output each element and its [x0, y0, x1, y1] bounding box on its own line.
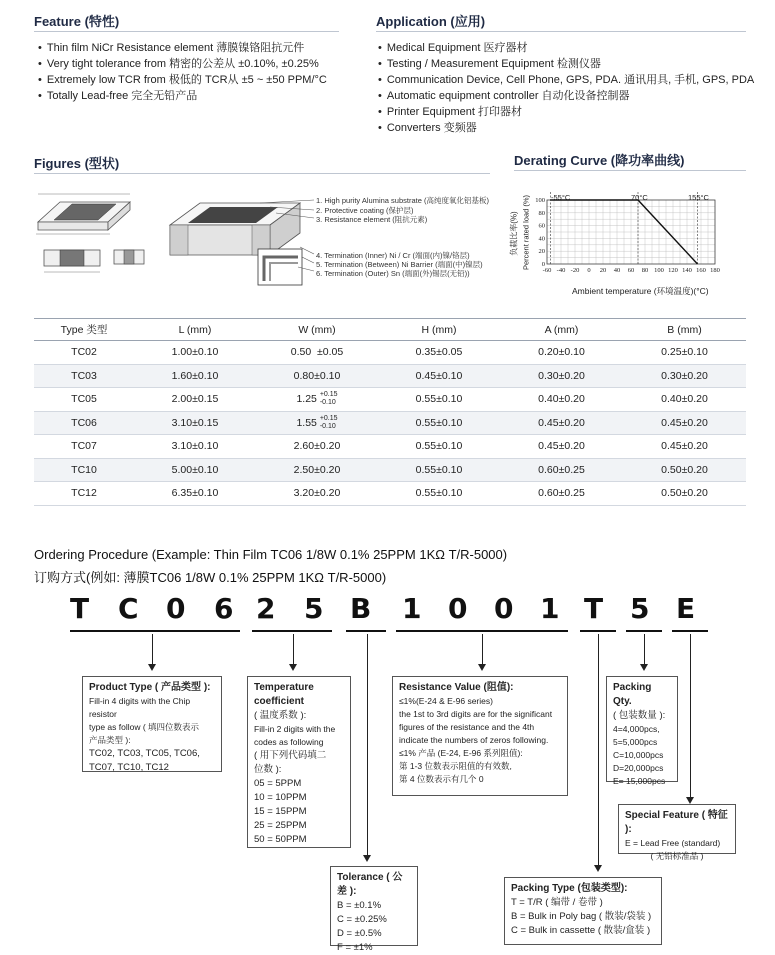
box-heading: Resistance Value (阻值): — [399, 682, 514, 693]
cell-b: 0.45±0.20 — [623, 411, 746, 435]
connector-arrow — [289, 664, 297, 671]
code-character: 6 — [214, 592, 234, 625]
connector-arrow — [640, 664, 648, 671]
tol-plus: +0.15 — [319, 391, 338, 399]
packing-type-box — [504, 877, 662, 945]
figure-note: 6. Termination (Outer) Sn (端面(外)锡层(无铅)) — [316, 269, 470, 278]
code-character: T — [70, 592, 90, 625]
derating-marker-label: 155°C — [688, 193, 709, 202]
cell-h: 0.55±0.10 — [378, 435, 500, 459]
box-line: 位数 ): — [254, 764, 282, 775]
cell-l: 5.00±0.10 — [134, 458, 256, 482]
box-heading: Packing Qty. — [613, 682, 652, 707]
connector-arrow — [148, 664, 156, 671]
product-type-box — [82, 676, 222, 772]
box-line: codes as following — [254, 737, 324, 747]
box-line: T = T/R ( 编带 / 卷带 ) — [511, 897, 603, 908]
application-title: Application (应用) — [376, 14, 486, 29]
box-heading: Special Feature ( 特征 ): — [625, 810, 728, 835]
code-character: C — [118, 592, 139, 625]
box-line: 05 = 5PPM — [254, 778, 302, 789]
x-tick-label: 140 — [682, 267, 692, 274]
chip-bottom-view — [44, 250, 144, 272]
x-tick-label: -60 — [542, 267, 552, 274]
cell-type: TC12 — [34, 482, 134, 506]
connector-line — [152, 634, 153, 664]
cell-h: 0.45±0.10 — [378, 364, 500, 388]
cell-b: 0.50±0.20 — [623, 458, 746, 482]
box-line: ( 包装数量 ): — [613, 710, 666, 721]
application-item: • Printer Equipment 打印器材 — [378, 104, 758, 120]
code-character: 1 — [402, 592, 422, 625]
chip-top-view — [36, 194, 130, 234]
box-line: C = Bulk in cassette ( 散装/盒装 ) — [511, 925, 651, 936]
code-character: B — [350, 592, 372, 625]
x-tick-label: 100 — [654, 267, 664, 274]
cell-h: 0.35±0.05 — [378, 341, 500, 365]
table-row — [34, 458, 746, 482]
code-character: T — [584, 592, 604, 625]
figures-rule — [34, 173, 490, 174]
connector-arrow — [686, 797, 694, 804]
x-tick-label: 0 — [587, 267, 591, 274]
code-character: 5 — [630, 592, 650, 625]
box-heading: Temperature coefficient — [254, 682, 314, 707]
application-rule — [376, 31, 746, 32]
x-tick-label: -20 — [570, 267, 580, 274]
box-line: 10 = 10PPM — [254, 792, 307, 803]
code-character: 0 — [494, 592, 514, 625]
box-line: ( 无铅标准品 ) — [650, 851, 704, 861]
derating-marker-label: -55°C — [551, 193, 571, 202]
application-item: • Testing / Measurement Equipment 检测仪器 — [378, 56, 758, 72]
cell-type: TC05 — [34, 388, 134, 412]
column-header: H (mm) — [378, 319, 500, 341]
box-line: type as follow ( 填四位数表示 — [89, 722, 200, 732]
cell-b: 0.30±0.20 — [623, 364, 746, 388]
box-line: TC02, TC03, TC05, TC06, — [89, 748, 200, 759]
cell-a: 0.40±0.20 — [500, 388, 623, 412]
table-row — [34, 435, 746, 459]
column-header: A (mm) — [500, 319, 623, 341]
box-heading: Tolerance ( 公差 ): — [337, 872, 403, 897]
box-line: 5=5,000pcs — [613, 737, 658, 747]
cell-l: 2.00±0.15 — [134, 388, 256, 412]
cell-w: 2.50±0.20 — [256, 458, 378, 482]
cell-b: 0.40±0.20 — [623, 388, 746, 412]
box-line: 25 = 25PPM — [254, 820, 307, 831]
derating-rule — [514, 170, 746, 171]
cell-a: 0.30±0.20 — [500, 364, 623, 388]
feature-item: • Totally Lead-free 完全无铅产品 — [38, 88, 348, 104]
x-tick-label: 160 — [696, 267, 706, 274]
connector-line — [482, 634, 483, 664]
cell-type: TC03 — [34, 364, 134, 388]
cell-type: TC02 — [34, 341, 134, 365]
cell-a: 0.45±0.20 — [500, 435, 623, 459]
box-line: 15 = 15PPM — [254, 806, 307, 817]
derating-ylabel-en: Percent rated load (%) — [521, 194, 531, 271]
connector-line — [644, 634, 645, 664]
feature-item: • Very tight tolerance from 精密的公差从 ±0.10%, ±0.25% — [38, 56, 348, 72]
box-line: 第 1-3 位数表示阻值的有效数, — [399, 761, 512, 771]
box-line: Fill-in 2 digits with the — [254, 724, 336, 734]
cell-h: 0.55±0.10 — [378, 458, 500, 482]
special-feature-box — [618, 804, 736, 861]
box-line: D = ±0.5% — [337, 928, 382, 939]
x-tick-label: 60 — [627, 267, 635, 274]
table-row — [34, 364, 746, 388]
feature-title: Feature (特性) — [34, 14, 120, 29]
table-row — [34, 482, 746, 506]
box-line: figures of the resistance and the 4th — [399, 722, 535, 732]
cell-h: 0.55±0.10 — [378, 482, 500, 506]
box-line: E = Lead Free (standard) — [625, 838, 721, 848]
code-group-underline — [70, 630, 240, 632]
box-line: the 1st to 3rd digits are for the significant — [399, 709, 553, 719]
connector-line — [367, 634, 368, 856]
cell-w-value: 1.55 — [296, 416, 317, 429]
figure-leader-lines — [240, 195, 320, 275]
cell-a: 0.60±0.25 — [500, 458, 623, 482]
code-group-underline — [580, 630, 616, 632]
connector-line — [690, 634, 691, 798]
box-line: Fill-in 4 digits with the Chip resistor — [89, 696, 191, 719]
figures-title: Figures (型状) — [34, 156, 120, 171]
figure-note: 3. Resistance element (阻抗元素) — [316, 215, 428, 224]
y-tick-label: 80 — [538, 209, 545, 217]
code-group-underline — [672, 630, 708, 632]
code-character: 2 — [256, 592, 276, 625]
tol-minus: -0.10 — [319, 422, 336, 430]
x-tick-label: 180 — [710, 267, 720, 274]
dimension-table — [34, 318, 746, 506]
code-group-underline — [626, 630, 662, 632]
cell-type: TC06 — [34, 411, 134, 435]
code-group-underline — [396, 630, 568, 632]
column-header: W (mm) — [256, 319, 378, 341]
figure-note: 5. Termination (Between) Ni Barrier (端面(中)镍层) — [316, 260, 483, 269]
packing-qty-box — [606, 676, 678, 786]
feature-list — [38, 40, 348, 104]
box-line: D=20,000pcs — [613, 763, 664, 773]
code-character: 0 — [166, 592, 186, 625]
temperature-coefficient-box — [247, 676, 351, 848]
box-line: C = ±0.25% — [337, 914, 387, 925]
application-item: • Communication Device, Cell Phone, GPS, PDA. 通讯用具, 手机, GPS, PDA — [378, 72, 758, 88]
code-character: E — [676, 592, 696, 625]
y-tick-label: 100 — [535, 197, 545, 204]
box-line: TC07, TC10, TC12 — [89, 762, 169, 773]
box-line: C=10,000pcs — [613, 750, 664, 760]
box-heading: Product Type ( 产品类型 ): — [89, 682, 211, 693]
tolerance-box — [330, 866, 418, 953]
box-line: ( 用下列代码填二 — [254, 750, 327, 761]
box-line: ( 温度系数 ): — [254, 710, 307, 721]
cell-type: TC10 — [34, 458, 134, 482]
table-row — [34, 411, 746, 435]
cell-w-tolerance — [320, 415, 338, 431]
cell-a: 0.20±0.10 — [500, 341, 623, 365]
resistance-value-box — [392, 676, 568, 796]
derating-title: Derating Curve (降功率曲线) — [514, 153, 685, 168]
connector-arrow — [594, 865, 602, 872]
code-character: 5 — [304, 592, 324, 625]
application-item: • Converters 变频器 — [378, 120, 758, 136]
derating-marker-label: 70°C — [631, 193, 648, 202]
cell-l: 1.00±0.10 — [134, 341, 256, 365]
box-line: B = Bulk in Poly bag ( 散装/袋装 ) — [511, 911, 652, 922]
tol-plus: +0.15 — [319, 414, 338, 422]
feature-item: • Thin film NiCr Resistance element 薄膜镍铬阻抗元件 — [38, 40, 348, 56]
x-tick-label: 80 — [641, 267, 649, 274]
box-line: 第 4 位数表示有几个 0 — [399, 774, 484, 784]
cell-b: 0.45±0.20 — [623, 435, 746, 459]
cell-b: 0.25±0.10 — [623, 341, 746, 365]
box-line: 产品类型 ): — [89, 735, 131, 745]
cell-a: 0.60±0.25 — [500, 482, 623, 506]
y-tick-label: 40 — [538, 235, 545, 243]
table-row — [34, 388, 746, 412]
cell-l: 6.35±0.10 — [134, 482, 256, 506]
y-tick-label: 20 — [538, 248, 545, 256]
chip-outline-drawing — [30, 182, 160, 277]
cell-w-tolerance — [320, 391, 338, 407]
cell-a: 0.45±0.20 — [500, 411, 623, 435]
code-character: 0 — [448, 592, 468, 625]
cell-l: 1.60±0.10 — [134, 364, 256, 388]
box-line: 50 = 50PPM — [254, 834, 307, 845]
box-line: E= 15,000pcs — [613, 776, 666, 786]
application-list — [378, 40, 758, 136]
cell-h: 0.55±0.10 — [378, 411, 500, 435]
column-header: B (mm) — [623, 319, 746, 341]
cell-b: 0.50±0.20 — [623, 482, 746, 506]
connector-line — [598, 634, 599, 866]
box-line: 4=4,000pcs, — [613, 724, 660, 734]
figure-note: 2. Protective coating (保护层) — [316, 206, 414, 215]
x-tick-label: 40 — [613, 267, 621, 274]
cell-w: 0.50 ±0.05 — [256, 341, 378, 365]
box-heading: Packing Type (包装类型): — [511, 883, 628, 894]
code-character: 1 — [540, 592, 560, 625]
connector-line — [293, 634, 294, 664]
y-tick-label: 0 — [541, 261, 545, 268]
box-line: ≤1%(E-24 & E-96 series) — [399, 696, 493, 706]
cell-w — [256, 411, 378, 435]
application-item: • Automatic equipment controller 自动化设备控制器 — [378, 88, 758, 104]
code-group-underline — [252, 630, 332, 632]
table-row — [34, 341, 746, 365]
cell-w: 2.60±0.20 — [256, 435, 378, 459]
code-group-underline — [346, 630, 386, 632]
ordering-title-cn: 订购方式(例如: 薄膜TC06 1/8W 0.1% 25PPM 1KΩ T/R-5000) — [34, 570, 387, 585]
tol-minus: -0.10 — [319, 399, 336, 407]
cell-l: 3.10±0.10 — [134, 435, 256, 459]
cell-l: 3.10±0.15 — [134, 411, 256, 435]
cell-type: TC07 — [34, 435, 134, 459]
cell-w: 0.80±0.10 — [256, 364, 378, 388]
feature-rule — [34, 31, 339, 32]
cell-w-value: 1.25 — [296, 393, 317, 406]
cell-h: 0.55±0.10 — [378, 388, 500, 412]
x-tick-label: 20 — [599, 267, 607, 274]
box-line: indicate the numbers of zeros following. — [399, 735, 549, 745]
derating-xlabel: Ambient temperature (环境温度)(°C) — [572, 286, 709, 296]
feature-item: • Extremely low TCR from 极低的 TCR从 ±5 ~ ±50 PPM/°C — [38, 72, 348, 88]
box-line: F = ±1% — [337, 942, 373, 953]
column-header: Type 类型 — [34, 319, 134, 341]
x-tick-label: -40 — [556, 267, 566, 274]
connector-arrow — [478, 664, 486, 671]
table-header-row — [34, 319, 746, 341]
x-tick-label: 120 — [668, 267, 678, 274]
box-line: B = ±0.1% — [337, 900, 382, 911]
derating-ylabel-cn: 负载比率(%) — [509, 211, 519, 256]
connector-arrow — [363, 855, 371, 862]
box-line: ≤1% 产品 (E-24, E-96 系列阻值): — [399, 748, 523, 758]
cell-w — [256, 388, 378, 412]
figure-note: 4. Termination (Inner) Ni / Cr (端面(内)镍/铬层) — [316, 251, 470, 260]
y-tick-label: 60 — [538, 222, 545, 230]
cell-w: 3.20±0.20 — [256, 482, 378, 506]
figure-note: 1. High purity Alumina substrate (高纯度氧化铝基板) — [316, 196, 489, 205]
column-header: L (mm) — [134, 319, 256, 341]
ordering-title-en: Ordering Procedure (Example: Thin Film TC06 1/8W 0.1% 25PPM 1KΩ T/R-5000) — [34, 547, 508, 562]
application-item: • Medical Equipment 医疗器材 — [378, 40, 758, 56]
